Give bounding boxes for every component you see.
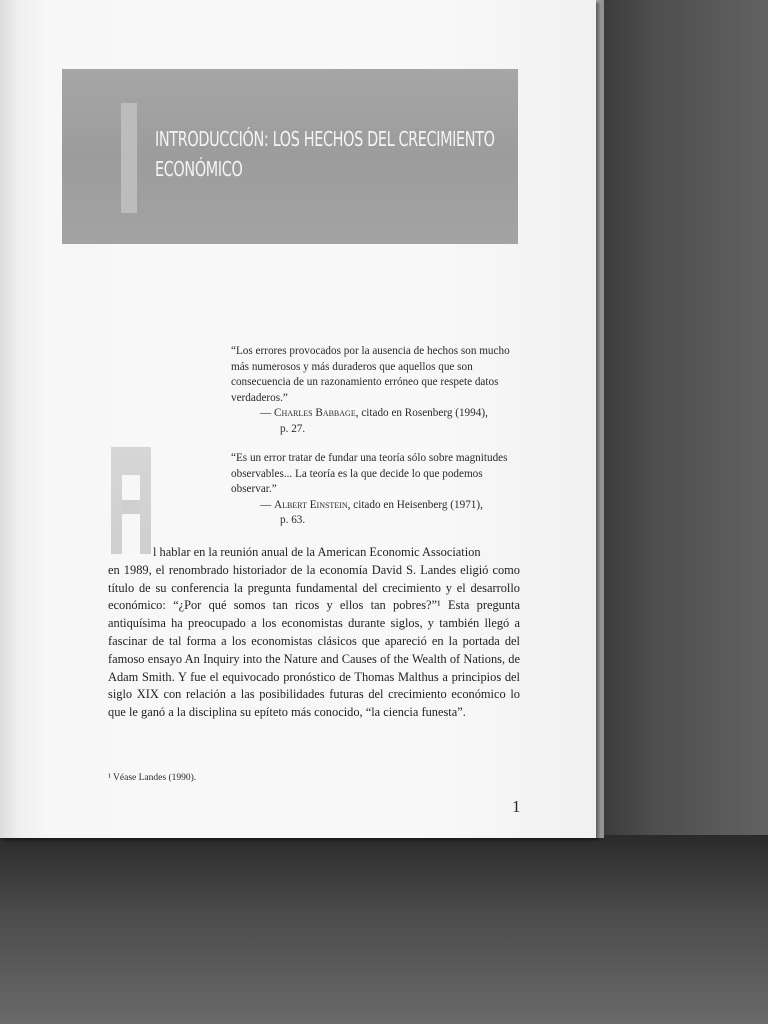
epigraph-attribution: — Charles Babbage, citado en Rosenberg (1994), p. 27. [260, 406, 527, 437]
footnote: ¹ Véase Landes (1990). [108, 773, 197, 783]
chapter-title [155, 124, 495, 184]
drop-cap [111, 447, 151, 554]
epigraph-2 [231, 451, 527, 529]
body-first-line: l hablar en la reunión anual de la American Economic Association [153, 545, 481, 559]
epigraph-1 [231, 344, 527, 437]
chapter-title-line-1: INTRODUCCIÓN: LOS HECHOS DEL CRECIMIENTO [155, 127, 495, 151]
chapter-title-line-2: ECONÓMICO [155, 157, 243, 181]
epigraph-page: p. 63. [280, 514, 306, 526]
epigraph-author: Charles Babbage [273, 407, 356, 419]
body-rest: en 1989, el renombrado historiador de la economía David S. Landes eligió como título de su conferencia la pregunta fundamental del crecimiento y el desarrollo económico: “¿Por qué somos tan ricos y ellos tan pobres?”¹ Esta pregunta antiquísima ha preocupado a los economistas durante siglos, y también llegó a fascinar de tal forma a los economistas clásicos que apareció en la portada del famoso ensayo An Inquiry into the Nature and Causes of the Wealth of Nations, de Adam Smith. Y fue el equivocado pronóstico de Thomas Malthus a principios del siglo XIX con relación a las posibilidades futuras del crecimiento económico lo que le ganó a la disciplina su epíteto más conocido, “la ciencia funesta”. [108, 562, 520, 720]
epigraph-author: Albert Einstein [273, 498, 348, 511]
chapter-number [121, 103, 137, 213]
epigraph-attribution: — Albert Einstein, citado en Heisenberg (1971), p. 63. [260, 498, 527, 529]
page-number: 1 [512, 797, 521, 816]
epigraph-citation: , citado en Heisenberg (1971), [347, 498, 483, 511]
epigraph-page: p. 27. [280, 422, 306, 435]
epigraph-citation: , citado en Rosenberg (1994), [355, 407, 488, 419]
background-shadow [0, 835, 768, 1024]
body-paragraph [108, 544, 520, 722]
epigraph-quote: “Es un error tratar de fundar una teoría sólo sobre magnitudes observables... La teoría es la que decide lo que podemos observar.” [231, 452, 508, 495]
epigraph-quote: “Los errores provocados por la ausencia de hechos son mucho más numerosos y más duraderos que aquellos que son consecuencia de un razonamiento erróneo que respete datos verdaderos.” [231, 345, 510, 404]
